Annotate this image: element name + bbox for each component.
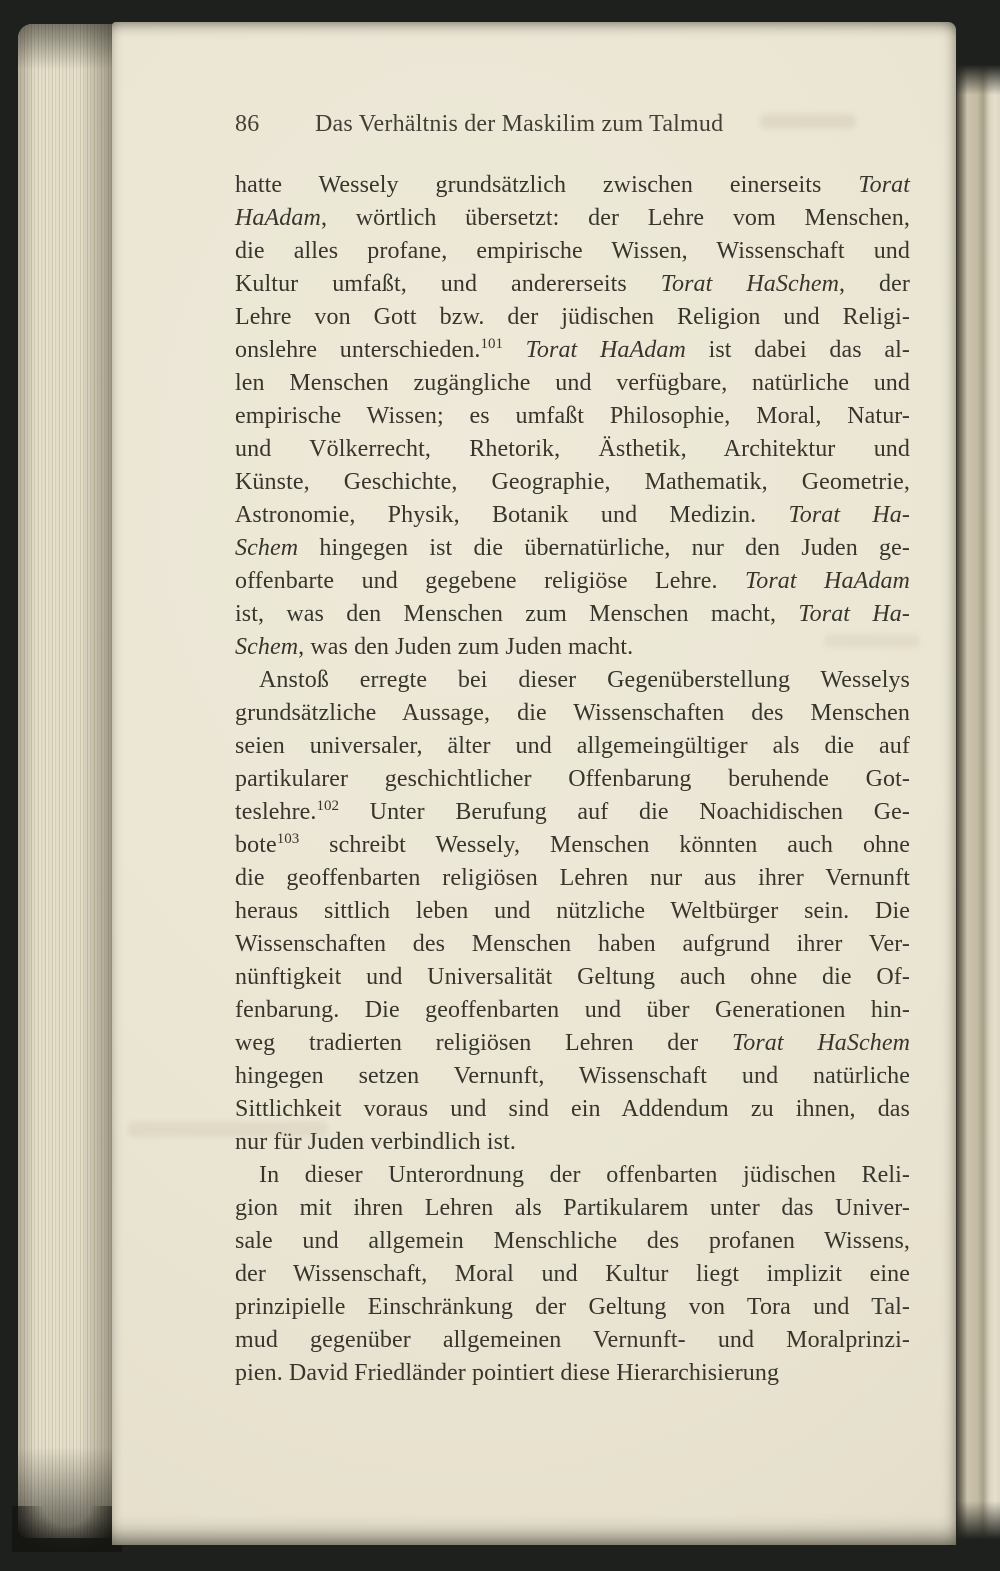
text-line: nur für Juden verbindlich ist.: [235, 1129, 516, 1155]
text-line: der Wissenschaft, Moral und Kultur liegt implizit eine: [235, 1261, 910, 1287]
text-line: len Menschen zugängliche und verfügbare, natürliche und: [235, 370, 910, 396]
text-line: Künste, Geschichte, Geographie, Mathematik, Geometrie,: [235, 469, 910, 495]
text-line: bote$^{103}$ schreibt Wessely, Menschen könnten auch ohne: [235, 831, 910, 858]
text-line: und Völkerrecht, Rhetorik, Ästhetik, Architektur und: [235, 436, 910, 462]
text-line: Anstoß erregte bei dieser Gegenüberstellung Wesselys: [259, 667, 910, 693]
text-line: Kultur umfaßt, und andererseits Torat HaSchem, der: [235, 271, 910, 297]
paragraph: [235, 1159, 910, 1390]
page-body: [235, 169, 910, 1390]
text-line: sale und allgemein Menschliche des profanen Wissens,: [235, 1228, 910, 1254]
paragraph: [235, 664, 910, 1159]
show-through-artifact: [824, 634, 920, 648]
text-line: Sittlichkeit voraus und sind ein Addendum zu ihnen, das: [235, 1096, 910, 1122]
next-page-edge: [956, 0, 1000, 1571]
paragraph: [235, 169, 910, 664]
text-line: prinzipielle Einschränkung der Geltung von Tora und Tal-: [235, 1294, 910, 1320]
text-line: die geoffenbarten religiösen Lehren nur aus ihrer Vernunft: [235, 865, 910, 891]
text-line: mud gegenüber allgemeinen Vernunft- und Moralprinzi-: [235, 1327, 910, 1353]
text-line: onslehre unterschieden.$^{101}$ Torat HaAdam ist dabei das al-: [235, 336, 910, 363]
text-line: hatte Wessely grundsätzlich zwischen einerseits Torat: [235, 172, 910, 198]
text-line: Wissenschaften des Menschen haben aufgrund ihrer Ver-: [235, 931, 910, 957]
text-line: gion mit ihren Lehren als Partikularem unter das Univer-: [235, 1195, 910, 1221]
text-line: fenbarung. Die geoffenbarten und über Generationen hin-: [235, 997, 910, 1023]
text-line: weg tradierten religiösen Lehren der Torat HaSchem: [235, 1030, 911, 1056]
show-through-artifact: [760, 114, 856, 129]
text-line: nünftigkeit und Universalität Geltung auch ohne die Of-: [235, 964, 910, 990]
text-line: ist, was den Menschen zum Menschen macht, Torat Ha-: [235, 601, 910, 627]
text-line: hingegen setzen Vernunft, Wissenschaft und natürliche: [235, 1063, 910, 1089]
text-line: In dieser Unterordnung der offenbarten jüdischen Reli-: [259, 1162, 910, 1188]
text-line: Astronomie, Physik, Botanik und Medizin. Torat Ha-: [235, 502, 910, 528]
page-number: 86: [235, 111, 260, 137]
show-through-artifact: [128, 1122, 328, 1137]
text-line: teslehre.$^{102}$ Unter Berufung auf die Noachidischen Ge-: [235, 798, 910, 825]
text-line: seien universaler, älter und allgemeingültiger als die auf: [235, 733, 910, 759]
text-line: empirische Wissen; es umfaßt Philosophie, Moral, Natur-: [235, 403, 910, 429]
text-line: Schem hingegen ist die übernatürliche, nur den Juden ge-: [235, 535, 910, 561]
text-line: offenbarte und gegebene religiöse Lehre. Torat HaAdam: [235, 568, 910, 594]
text-line: heraus sittlich leben und nützliche Weltbürger sein. Die: [235, 898, 910, 924]
text-line: grundsätzliche Aussage, die Wissenschaften des Menschen: [235, 700, 910, 726]
running-title: Das Verhältnis der Maskilim zum Talmud: [315, 111, 724, 137]
text-line: HaAdam, wörtlich übersetzt: der Lehre vom Menschen,: [235, 205, 910, 231]
text-line: Schem, was den Juden zum Juden macht.: [235, 634, 634, 660]
text-line: pien. David Friedländer pointiert diese Hierarchisierung: [235, 1360, 780, 1386]
text-line: Lehre von Gott bzw. der jüdischen Religion und Religi-: [235, 304, 910, 330]
text-line: die alles profane, empirische Wissen, Wissenschaft und: [235, 238, 910, 264]
text-line: partikularer geschichtlicher Offenbarung beruhende Got-: [235, 766, 910, 792]
book-page: [112, 22, 956, 1545]
book-fore-edge-pages: [18, 24, 118, 1538]
